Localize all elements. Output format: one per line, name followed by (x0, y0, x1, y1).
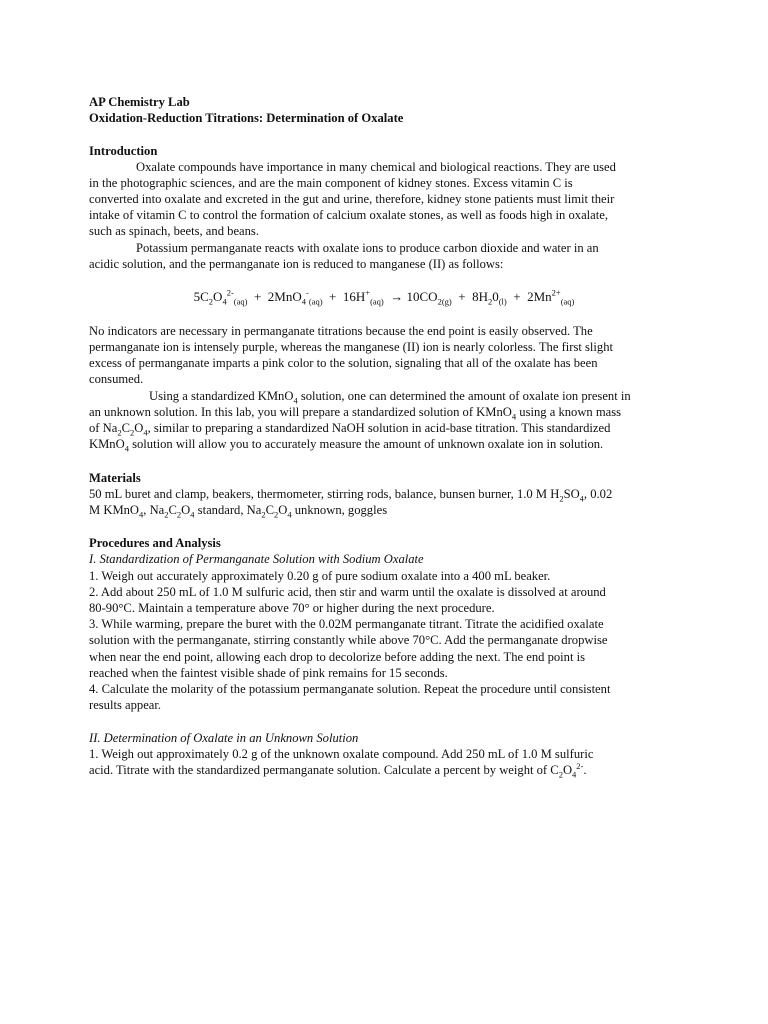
step-1: 1. Weigh out accurately approximately 0.20 g of pure sodium oxalate into a 400 mL beaker. (89, 569, 551, 583)
intro-paragraph-2-line: Potassium permanganate reacts with oxalate ions to produce carbon dioxide and water in an (136, 241, 599, 255)
step-2-cont: 80-90°C. Maintain a temperature above 70° or higher during the next procedure. (89, 601, 495, 615)
unknown-step-1-cont: acid. Titrate with the standardized permanganate solution. Calculate a percent by weight of $C_2O_4^{2-}$. (89, 760, 587, 780)
step-4: 4. Calculate the molarity of the potassium permanganate solution. Repeat the procedure until consistent (89, 682, 611, 696)
introduction-heading: Introduction (89, 144, 158, 158)
intro-paragraph-3-line: No indicators are necessary in permanganate titrations because the end point is easily observed. The (89, 324, 593, 338)
intro-paragraph-4-line: of $Na_2C_2O_4$, similar to preparing a standardized NaOH solution in acid-base titration. This standardized (89, 421, 611, 438)
intro-paragraph-4-line: an unknown solution. In this lab, you will prepare a standardized solution of KMnO$_4$ using a known mass (89, 405, 622, 422)
redox-equation: $5C_2O_4^{2-}_{(aq)} + 2MnO_4^-_{(aq)} + 16H^+_{(aq)} \to 10CO_{2(g)} + 8H_20_{(l)} + 2Mn^{2+}_{(aq)}$ (193, 287, 575, 307)
intro-paragraph-1-line: converted into oxalate and excreted in the gut and urine, therefore, kidney stone patients must limit their (89, 192, 615, 206)
part-2-title: II. Determination of Oxalate in an Unknown Solution (89, 731, 359, 745)
intro-paragraph-1-line: Oxalate compounds have importance in many chemical and biological reactions. They are used (136, 160, 616, 174)
intro-paragraph-4-line: KMnO$_4$ solution will allow you to accurately measure the amount of unknown oxalate ion in solution. (89, 437, 604, 454)
part-1-title: I. Standardization of Permanganate Solution with Sodium Oxalate (89, 552, 424, 566)
step-3-cont: solution with the permanganate, stirring constantly while above 70°C. Add the permanganate dropwise (89, 633, 608, 647)
intro-paragraph-3-line: excess of permanganate imparts a pink color to the solution, signaling that all of the oxalate has been (89, 356, 598, 370)
intro-paragraph-1-line: in the photographic sciences, and are the main component of kidney stones. Excess vitamin C is (89, 176, 573, 190)
intro-paragraph-4-line: Using a standardized KMnO$_4$ solution, one can determined the amount of oxalate ion present in (149, 389, 631, 406)
step-3-cont: reached when the faintest visible shade of pink remains for 15 seconds. (89, 666, 448, 680)
step-3-cont: when near the end point, allowing each drop to decolorize before adding the next. The end point is (89, 650, 586, 664)
materials-line: M KMnO$_4$, $Na_2C_2O_4$ standard, $Na_2C_2O_4$ unknown, goggles (89, 503, 388, 520)
reaction-arrow: → 10CO (383, 289, 438, 304)
lab-title: Oxidation-Reduction Titrations: Determination of Oxalate (89, 111, 404, 125)
intro-paragraph-3-line: permanganate ion is intensely purple, whereas the manganese (II) ion is nearly colorless. The first slight (89, 340, 613, 354)
procedures-heading: Procedures and Analysis (89, 536, 221, 550)
step-4-cont: results appear. (89, 698, 162, 712)
intro-paragraph-3-line: consumed. (89, 372, 144, 386)
unknown-step-1: 1. Weigh out approximately 0.2 g of the unknown oxalate compound. Add 250 mL of 1.0 M sulfuric (89, 747, 594, 761)
course-title: AP Chemistry Lab (89, 95, 190, 109)
intro-paragraph-2-line: acidic solution, and the permanganate ion is reduced to manganese (II) as follows: (89, 257, 504, 271)
intro-paragraph-1-line: intake of vitamin C to control the formation of calcium oxalate stones, as well as foods high in oxalate, (89, 208, 609, 222)
step-3: 3. While warming, prepare the buret with the 0.02M permanganate titrant. Titrate the acidified oxalate (89, 617, 604, 631)
intro-paragraph-1-line: such as spinach, beets, and beans. (89, 224, 259, 238)
materials-line: 50 mL buret and clamp, beakers, thermometer, stirring rods, balance, bunsen burner, 1.0 M $H_2SO_4$, 0.02 (89, 487, 613, 504)
step-2: 2. Add about 250 mL of 1.0 M sulfuric acid, then stir and warm until the oxalate is dissolved at around (89, 585, 606, 599)
materials-heading: Materials (89, 471, 141, 485)
